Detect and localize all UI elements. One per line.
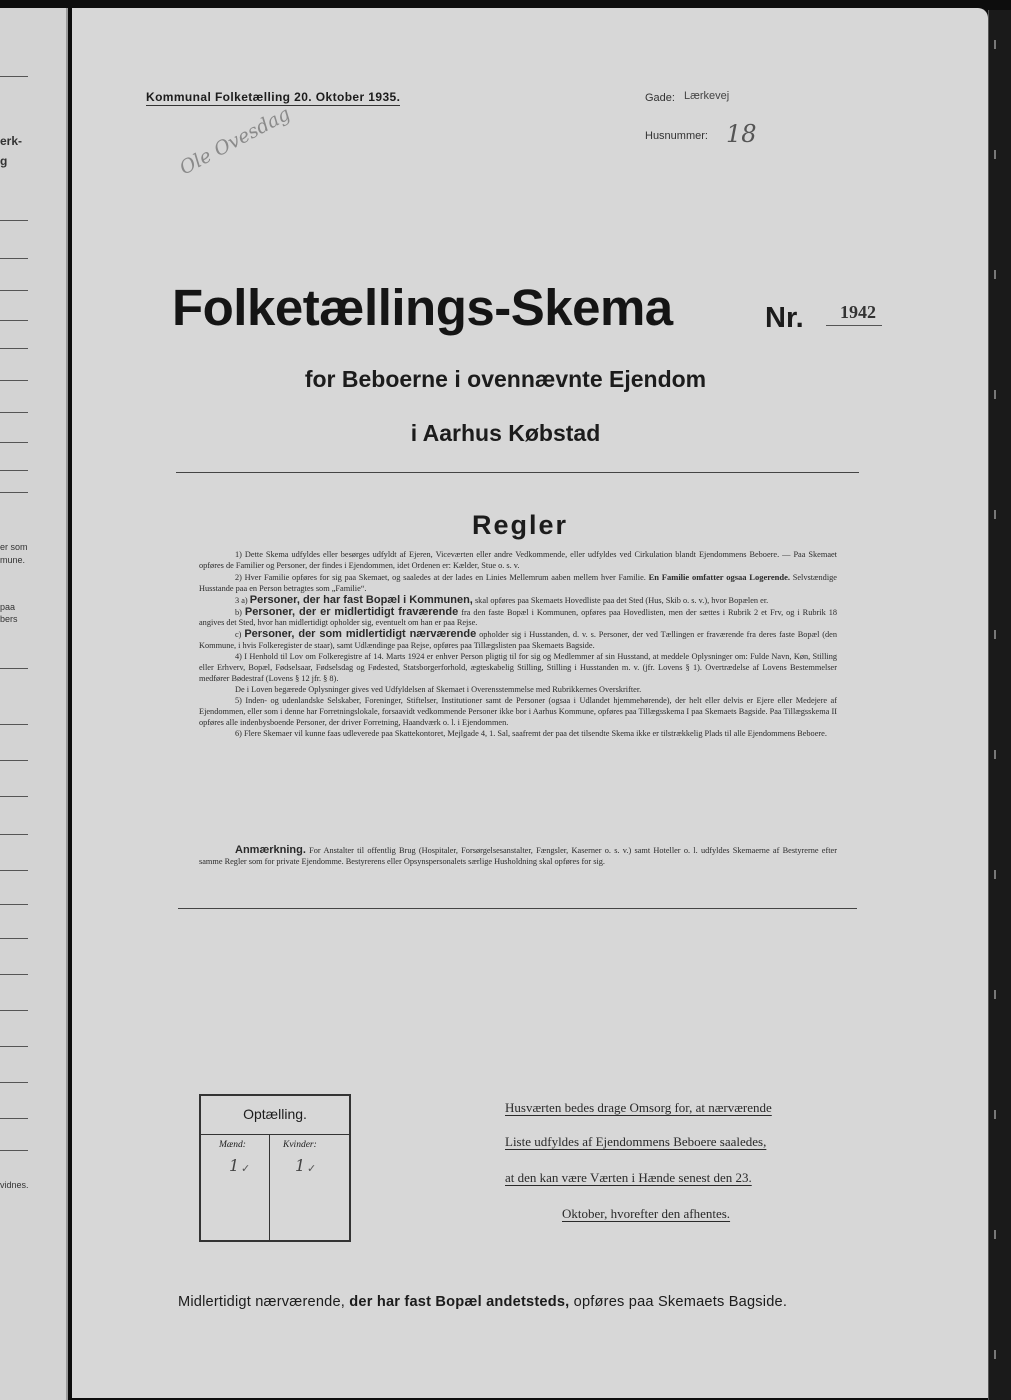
house-number-value: 18 [726, 120, 757, 148]
divider-bottom [178, 908, 857, 909]
rule-6: 6) Flere Skemaer vil kunne faas udleverede paa Skattekontoret, Mejlgade 4, 1. Sal, saafremt der paa det tilsendte Skema ikke er tilstrækkelig Plads til alle Ejendommens Beboere. [235, 728, 827, 738]
house-number-label: Husnummer: [645, 130, 708, 142]
left-rule [0, 220, 28, 221]
rule-4b: De i Loven begærede Oplysninger gives ved Udfyldelsen af Skemaet i Overensstemmelse med Rubrikkernes Overskrifter. [235, 684, 642, 694]
rule-2: 2) Hver Familie opføres for sig paa Skemaet, og saaledes at der lades en Linies Mellemrum aaben mellem hver Familie. En Familie omfatter ogsaa Logerende. Selvstændige Husstande paa en Person betragtes som „Familie“. [199, 571, 837, 593]
rule-1: 1) Dette Skema udfyldes eller besørges udfyldt af Ejeren, Viceværten eller andre Vedkommende, eller udfyldes ved Cirkulation blandt Ejendommens Beboere. — Paa Skemaet opføres de Familier og Personer, der findes i Ejendommen, idet Ordenen er: Kælder, Stue o. s. v. [199, 550, 837, 570]
women-check-mark: ✓ [307, 1163, 317, 1175]
women-label: Kvinder: [283, 1140, 317, 1150]
form-number-underline [826, 325, 882, 326]
form-number-value: 1942 [840, 302, 876, 322]
men-count: 1 [229, 1156, 240, 1175]
landlord-note-line-3: at den kan være Værten i Hænde senest den 23. [505, 1170, 752, 1185]
left-rule [0, 1118, 28, 1119]
left-fragment: vidnes. [0, 1180, 29, 1190]
women-count: 1 [295, 1156, 306, 1175]
edge-tick [994, 40, 996, 49]
edge-tick [994, 750, 996, 759]
left-rule [0, 492, 28, 493]
landlord-note-line-4: Oktober, hvorefter den afhentes. [562, 1206, 731, 1221]
left-rule [0, 258, 28, 259]
street-label: Gade: [645, 92, 675, 104]
rules-heading: Regler [471, 510, 569, 540]
men-label: Mænd: [219, 1140, 246, 1150]
left-rule [0, 1046, 28, 1047]
left-rule [0, 1150, 28, 1151]
left-rule [0, 904, 28, 905]
landlord-note-line-1: Husværten bedes drage Omsorg for, at nærværende [505, 1100, 772, 1115]
count-box [199, 1094, 351, 1242]
left-rule [0, 290, 28, 291]
footer-instruction: Midlertidigt nærværende, der har fast Bopæl andetsteds, opføres paa Skemaets Bagside. [178, 1294, 788, 1310]
left-rule [0, 974, 28, 975]
left-rule [0, 668, 28, 669]
count-box-divider [201, 1134, 349, 1135]
left-fragment: bers [0, 614, 18, 624]
edge-tick [994, 1110, 996, 1119]
left-rule [0, 1010, 28, 1011]
left-fragment: paa [0, 602, 16, 612]
adjacent-page-strip [0, 8, 68, 1400]
rule-3b: b) Personer, der er midlertidigt fraværende fra den faste Bopæl i Kommunen, opføres paa Hovedlisten, men der sættes i Rubrik 2 et Frv, og i Rubrik 18 angives det Sted, hvor han midlertidigt opholder sig, eventuelt om han er paa Rejse. [199, 605, 837, 628]
edge-tick [994, 1350, 996, 1359]
form-number-label: Nr. [765, 302, 804, 334]
rule-4: 4) I Henhold til Lov om Folkeregistre af 14. Marts 1924 er enhver Person pligtig til for sig og Medlemmer af sin Husstand, at meddele Oplysninger om: Fulde Navn, Køn, Stilling eller Erhverv, Bopæl, Fødselsaar, Fødselsdag og Fødested, Statsborgerforhold, ægteskabelig Stilling, Stilling i Husstanden m. v. (jfr. Lovens § 1). Overtrædelse af Lovens Bestemmelser medfører Bødestraf (Lovens § 12 jfr. § 8). [199, 652, 837, 683]
left-rule [0, 1082, 28, 1083]
rule-5: 5) Inden- og udenlandske Selskaber, Foreninger, Stiftelser, Institutioner samt de Personer (ogsaa i Udlandet hjemmehørende), der helt eller delvis er Ejere eller Medejere af Ejendommen, eller som i denne har Forretningslokale, forsaavidt vedkommende Personer ikke bor i Aarhus Kommune, opføres paa Tillægsskema I paa Skemaets Bagside. Paa Tillægsskema II opføres alle indenbysboende Personer, der driver Forretning, Haandværk o. l. i Ejendommen. [199, 695, 837, 727]
left-rule [0, 412, 28, 413]
left-fragment: er som [0, 542, 28, 552]
left-rule [0, 470, 28, 471]
left-rule [0, 724, 28, 725]
men-check-mark: ✓ [241, 1163, 251, 1175]
rule-3c: c) Personer, der som midlertidigt nærværende opholder sig i Husstanden, d. v. s. Personer, der ved Tællingen er fraværende fra deres faste Bopæl (den Kommune, i hvis Folkeregister de staar), samt Udlændinge paa Rejse, opføres paa Tillægslisten paa Skemaets Bagside. [199, 628, 838, 651]
left-rule [0, 834, 28, 835]
left-rule [0, 760, 28, 761]
left-rule [0, 796, 28, 797]
count-box-column-divider [269, 1134, 270, 1240]
left-rule [0, 76, 28, 77]
count-box-title: Optælling. [243, 1106, 307, 1122]
edge-tick [994, 990, 996, 999]
census-date-heading: Kommunal Folketælling 20. Oktober 1935. [146, 90, 401, 104]
edge-tick [994, 270, 996, 279]
left-rule [0, 320, 28, 321]
left-rule [0, 348, 28, 349]
left-rule [0, 938, 28, 939]
remark-text: For Anstalter til offentlig Brug (Hospitaler, Forsørgelsesanstalter, Fængsler, Kaserner o. s. v.) samt Hoteller o. l. udfyldes Skemaerne af Bestyrerne efter samme Regler som for private Ejendomme. Bestyrerens eller Opsynspersonalets særlige Husholdning skal opføres for sig. [199, 846, 837, 866]
form-title: Folketællings-Skema [172, 279, 673, 336]
left-rule [0, 870, 28, 871]
handwritten-margin-note: Ole Ovesdag [176, 102, 294, 180]
remark-label: Anmærkning. [235, 844, 306, 856]
landlord-note-line-2: Liste udfyldes af Ejendommens Beboere saaledes, [505, 1134, 767, 1149]
form-subtitle-city: i Aarhus Købstad [410, 420, 601, 446]
left-fragment: erk- [0, 134, 23, 148]
divider-top [176, 472, 859, 473]
edge-tick [994, 630, 996, 639]
rules-body [199, 550, 837, 739]
edge-tick [994, 870, 996, 879]
left-fragment: mune. [0, 555, 26, 565]
left-fragment: g [0, 154, 8, 168]
street-value: Lærkevej [684, 90, 730, 102]
page-edge-strip [988, 10, 1011, 1400]
edge-tick [994, 1230, 996, 1239]
edge-tick [994, 150, 996, 159]
remark-paragraph [199, 845, 837, 867]
rule-3a: 3 a) Personer, der har fast Bopæl i Kommunen, skal opføres paa Skemaets Hovedliste paa det Sted (Hus, Skib o. s. v.), hvor Bopælen er. [235, 593, 769, 606]
form-subtitle-residents: for Beboerne i ovennævnte Ejendom [304, 366, 707, 392]
